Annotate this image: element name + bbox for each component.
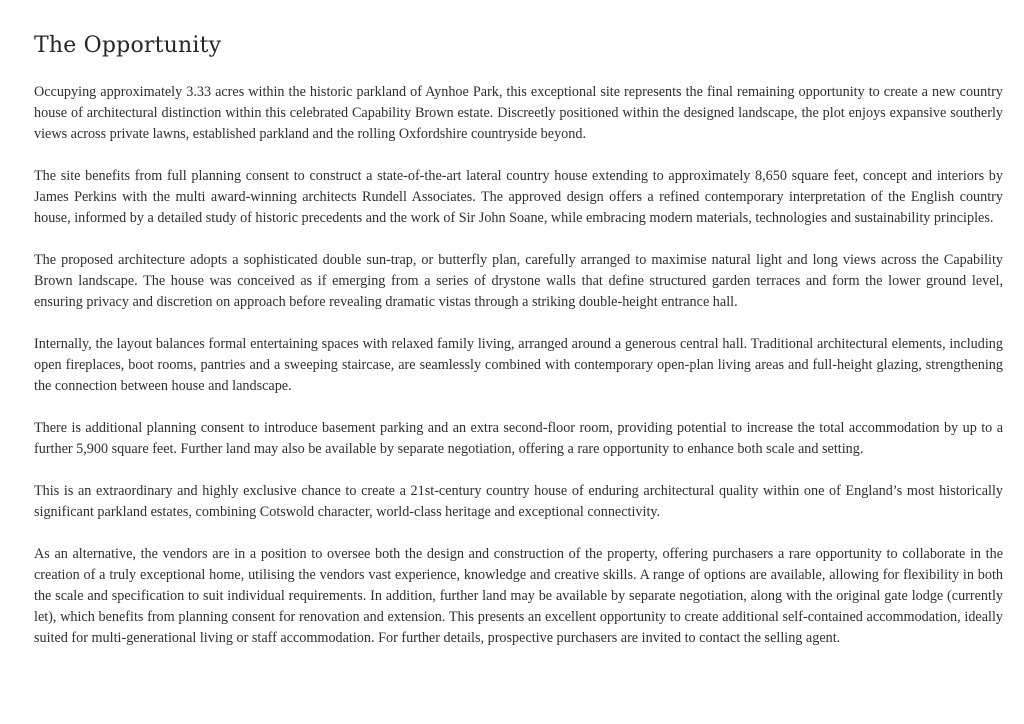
paragraph-exclusive-chance: This is an extraordinary and highly exclusive chance to create a 21st-century country house of enduring architectural quality within one of England’s most historically significant parkland estates, combining Cotswold character, world-class heritage and exceptional connectivity.: [34, 483, 1003, 520]
paragraph-site-overview: Occupying approximately 3.33 acres within the historic parkland of Aynhoe Park, this exceptional site represents the final remaining opportunity to create a new country house of architectural distinction within this celebrated Capability Brown estate. Discreetly positioned within the designed landscape, the plot enjoys expansive southerly views across private lawns, established parkland and the rolling Oxfordshire countryside beyond.: [34, 84, 1003, 142]
paragraph-vendor-alternative: As an alternative, the vendors are in a position to oversee both the design and construction of the property, offering purchasers a rare opportunity to collaborate in the creation of a truly exceptional home, utilising the vendors vast experience, knowledge and creative skills. A range of options are available, allowing for flexibility in both the scale and specification to suit individual requirements. In addition, further land may be available by separate negotiation, along with the original gate lodge (currently let), which benefits from planning consent for renovation and extension. This presents an excellent opportunity to create additional self-contained accommodation, ideally suited for multi-generational living or staff accommodation. For further details, prospective purchasers are invited to contact the selling agent.: [34, 546, 1003, 646]
paragraph-interior-layout: Internally, the layout balances formal entertaining spaces with relaxed family living, arranged around a generous central hall. Traditional architectural elements, including open fireplaces, boot rooms, pantries and a sweeping staircase, are seamlessly combined with contemporary open-plan living areas and full-height glazing, strengthening the connection between house and landscape.: [34, 336, 1003, 394]
page-title: The Opportunity: [34, 33, 222, 58]
paragraph-additional-consent: There is additional planning consent to introduce basement parking and an extra second-floor room, providing potential to increase the total accommodation by up to a further 5,900 square feet. Further land may also be available by separate negotiation, offering a rare opportunity to enhance both scale and setting.: [34, 420, 1003, 457]
document-page: [34, 32, 1003, 649]
paragraph-planning-consent: The site benefits from full planning consent to construct a state-of-the-art lateral country house extending to approximately 8,650 square feet, concept and interiors by James Perkins with the multi award-winning architects Rundell Associates. The approved design offers a refined contemporary interpretation of the English country house, informed by a detailed study of historic precedents and the work of Sir John Soane, while embracing modern materials, technologies and sustainability principles.: [34, 168, 1003, 226]
paragraph-architecture: The proposed architecture adopts a sophisticated double sun-trap, or butterfly plan, carefully arranged to maximise natural light and long views across the Capability Brown landscape. The house was conceived as if emerging from a series of drystone walls that define structured garden terraces and form the lower ground level, ensuring privacy and discretion on approach before revealing dramatic vistas through a striking double-height entrance hall.: [34, 252, 1003, 310]
